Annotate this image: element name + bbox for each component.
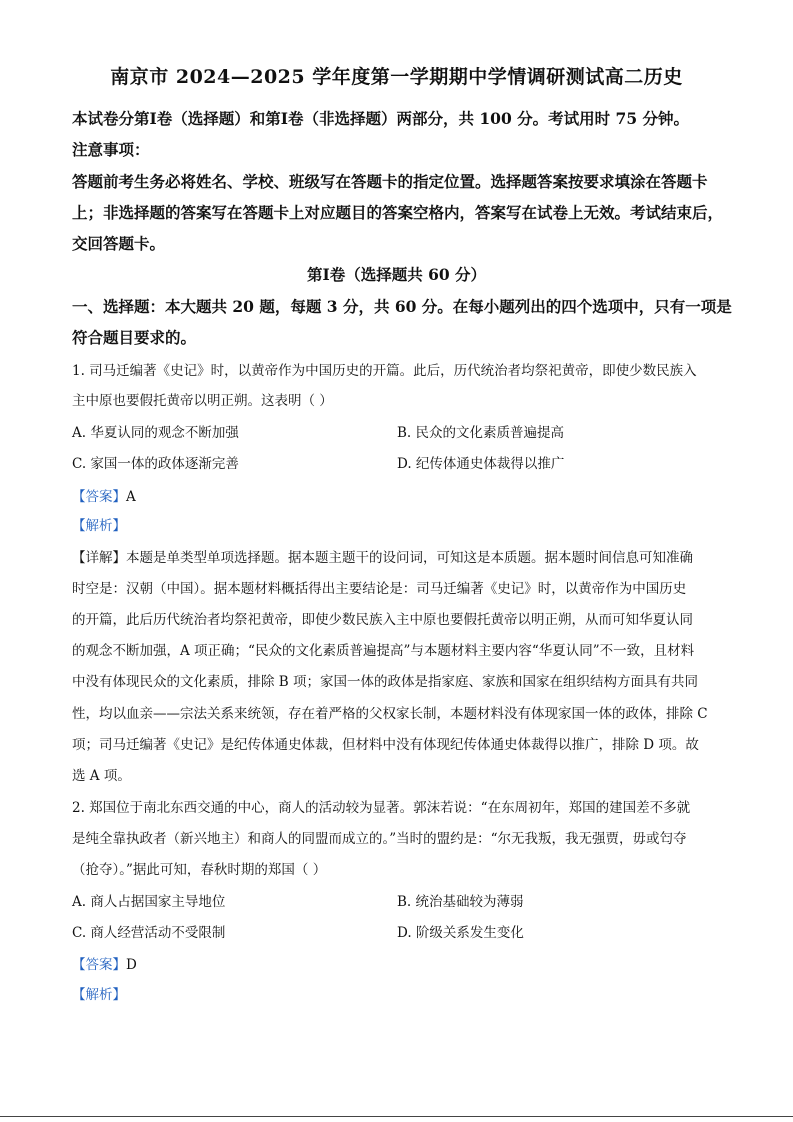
q1-detail-line: 时空是：汉朝（中国）。据本题材料概括得出主要结论是：司马迁编著《史记》时，以黄帝作为中国历史 bbox=[72, 581, 687, 597]
q2-option-d: D. 阶级关系发生变化 bbox=[397, 925, 524, 941]
q1-detail-line: 性，均以血亲——宗法关系来统领，存在着严格的父权家长制，本题材料没有体现家国一体的政体，排除 C bbox=[72, 706, 708, 722]
detail-label: 【详解】 bbox=[72, 550, 126, 566]
q2-option-b: B. 统治基础较为薄弱 bbox=[397, 894, 524, 910]
q2-stem: 是纯全靠执政者（新兴地主）和商人的同盟而成立的。”当时的盟约是：“尔无我叛，我无强贾，毋或匄夺 bbox=[72, 831, 687, 847]
section-intro: 符合题目要求的。 bbox=[72, 328, 197, 347]
answer-label: 【答案】 bbox=[72, 489, 126, 505]
answer-value: D bbox=[126, 957, 137, 973]
q1-stem: 1. 司马迁编著《史记》时，以黄帝作为中国历史的开篇。此后，历代统治者均祭祀黄帝，即使少数民族入 bbox=[72, 363, 697, 379]
page-bottom-rule bbox=[0, 1116, 793, 1117]
notice-line: 上；非选择题的答案写在答题卡上对应题目的答案空格内，答案写在试卷上无效。考试结束后， bbox=[72, 203, 724, 222]
q1-stem: 主中原也要假托黄帝以明正朔。这表明（ ） bbox=[72, 393, 333, 409]
q1-detail-line: 中没有体现民众的文化素质，排除 B 项；家国一体的政体是指家庭、家族和国家在组织结构方面具有共同 bbox=[72, 674, 699, 690]
answer-value: A bbox=[126, 489, 136, 505]
q1-detail-line: 项；司马迁编著《史记》是纪传体通史体裁，但材料中没有体现纪传体通史体裁得以推广，排除 D 项。故 bbox=[72, 737, 699, 753]
q1-detail bbox=[72, 546, 732, 566]
q1-option-c: C. 家国一体的政体逐渐完善 bbox=[72, 456, 239, 472]
section-intro: 一、选择题：本大题共 20 题，每题 3 分，共 60 分。在每小题列出的四个选项中，只有一项是 bbox=[72, 297, 732, 316]
answer-label: 【答案】 bbox=[72, 957, 126, 973]
section-title: 第Ⅰ卷（选择题共 60 分） bbox=[306, 265, 487, 284]
q2-option-c: C. 商人经营活动不受限制 bbox=[72, 925, 226, 941]
q1-detail-line: 的观念不断加强，A 项正确；“民众的文化素质普遍提高”与本题材料主要内容“华夏认同”不一致，且材料 bbox=[72, 643, 695, 659]
q2-stem: 2. 郑国位于南北东西交通的中心，商人的活动较为显著。郭沫若说：“在东周初年，郑国的建国差不多就 bbox=[72, 800, 691, 816]
q2-answer bbox=[72, 953, 732, 973]
q1-detail-line: 选 A 项。 bbox=[72, 768, 131, 784]
notice-line: 交回答题卡。 bbox=[72, 234, 166, 253]
q1-option-b: B. 民众的文化素质普遍提高 bbox=[397, 425, 565, 441]
q1-option-d: D. 纪传体通史体裁得以推广 bbox=[397, 456, 565, 472]
q1-option-a: A. 华夏认同的观念不断加强 bbox=[72, 425, 239, 441]
q1-detail-line: 的开篇，此后历代统治者均祭祀黄帝，即使少数民族入主中原也要假托黄帝以明正朔，从而可知华夏认同 bbox=[72, 612, 693, 628]
notice-heading: 注意事项： bbox=[72, 140, 150, 159]
q2-analysis-label: 【解析】 bbox=[72, 987, 126, 1003]
q2-option-a: A. 商人占据国家主导地位 bbox=[72, 894, 226, 910]
detail-text: 本题是单类型单项选择题。据本题主题干的设问词，可知这是本质题。据本题时间信息可知准确 bbox=[126, 550, 693, 566]
exam-title: 南京市 2024—2025 学年度第一学期期中学情调研测试高二历史 bbox=[110, 66, 683, 88]
q1-answer bbox=[72, 485, 732, 505]
q1-analysis-label: 【解析】 bbox=[72, 518, 126, 534]
q2-stem: （抢夺）。”据此可知，春秋时期的郑国（ ） bbox=[72, 862, 327, 878]
exam-intro: 本试卷分第Ⅰ卷（选择题）和第Ⅰ卷（非选择题）两部分，共 100 分。考试用时 75 分钟。 bbox=[72, 109, 690, 128]
notice-line: 答题前考生务必将姓名、学校、班级写在答题卡的指定位置。选择题答案按要求填涂在答题卡 bbox=[72, 172, 708, 191]
